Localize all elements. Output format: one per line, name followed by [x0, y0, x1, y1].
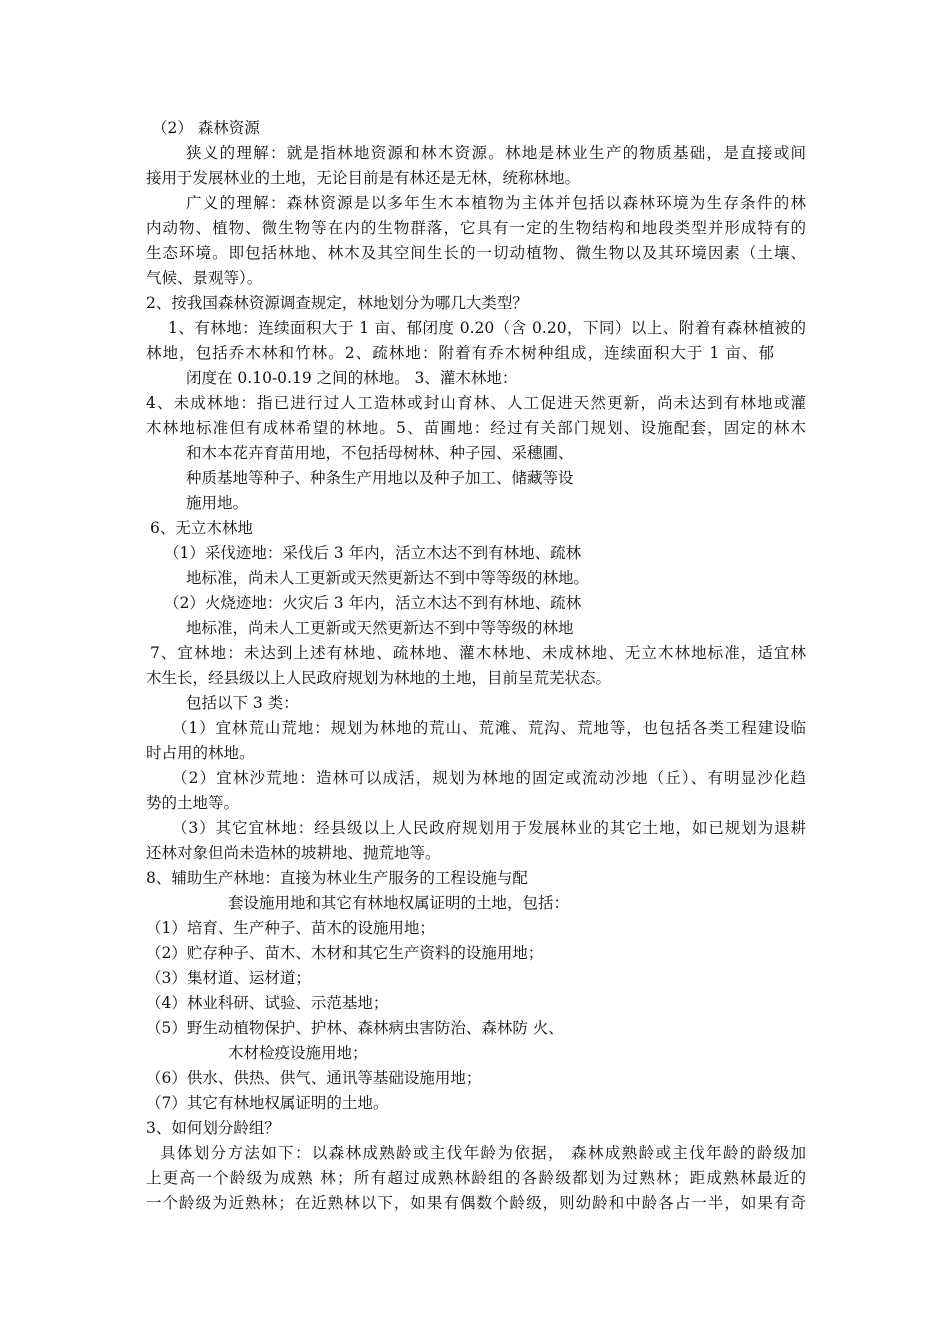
paragraph-line: 气候、景观等）。: [146, 269, 263, 287]
paragraph-line: 上更高一个龄级为成熟 林；所有超过成熟林龄组的各龄级都划为过熟林；距成熟林最近的: [146, 1169, 806, 1187]
paragraph-line: 内动物、植物、微生物等在内的生物群落，它具有一定的生物结构和地段类型并形成特有的: [146, 219, 806, 237]
list-item: 时占用的林地。: [146, 744, 255, 762]
paragraph-line: 8、辅助生产林地：直接为林业生产服务的工程设施与配: [146, 869, 528, 887]
list-item: （7）其它有林地权属证明的土地。: [146, 1094, 389, 1112]
list-item: （1）采伐迹地：采伐后 3 年内，活立木达不到有林地、疏林: [164, 544, 582, 562]
list-item: （4）林业科研、试验、示范基地；: [146, 994, 389, 1012]
list-item: （3）其它宜林地：经县级以上人民政府规划用于发展林业的其它土地，如已规划为退耕: [172, 819, 806, 837]
paragraph-line: 木生长，经县级以上人民政府规划为林地的土地，目前呈荒芜状态。: [146, 669, 612, 687]
list-item: （1）宜林荒山荒地：规划为林地的荒山、荒滩、荒沟、荒地等，也包括各类工程建设临: [172, 719, 806, 737]
question-heading: 3、如何划分龄组？: [146, 1119, 280, 1137]
list-item: （2）贮存种子、苗木、木材和其它生产资料的设施用地；: [146, 944, 544, 962]
paragraph-line: 一个龄级为近熟林；在近熟林以下，如果有偶数个龄级，则幼龄和中龄各占一半，如果有奇: [146, 1194, 806, 1212]
paragraph-line: 林地，包括乔木林和竹林。2、疏林地：附着有乔木树种组成，连续面积大于 1 亩、郁: [146, 344, 774, 362]
list-item: 地标准，尚未人工更新或天然更新达不到中等等级的林地。: [186, 569, 590, 587]
list-item: 地标准，尚未人工更新或天然更新达不到中等等级的林地: [186, 619, 574, 637]
list-item: 木材检疫设施用地；: [228, 1044, 368, 1062]
list-item: 还林对象但尚未造林的坡耕地、抛荒地等。: [146, 844, 441, 862]
paragraph-line: 广义的理解：森林资源是以多年生木本植物为主体并包括以森林环境为生存条件的林: [186, 194, 806, 212]
list-item: （6）供水、供热、供气、通讯等基础设施用地；: [146, 1069, 482, 1087]
paragraph-line: 施用地。: [186, 494, 249, 512]
paragraph-line: 接用于发展林业的土地，无论目前是有林还是无林，统称林地。: [146, 169, 581, 187]
paragraph-line: 7、宜林地：未达到上述有林地、疏林地、灌木林地、未成林地、无立木林地标准，适宜林: [150, 644, 806, 662]
list-item: （3）集材道、运材道；: [146, 969, 311, 987]
question-heading: 2、按我国森林资源调查规定，林地划分为哪几大类型？: [146, 294, 528, 312]
list-item: （2）宜林沙荒地：造林可以成活，规划为林地的固定或流动沙地（丘）、有明显沙化趋: [172, 769, 806, 787]
list-item: （1）培育、生产种子、苗木的设施用地；: [146, 919, 435, 937]
paragraph-line: 种质基地等种子、种条生产用地以及种子加工、储藏等设: [186, 469, 574, 487]
list-heading: 6、无立木林地: [150, 519, 253, 537]
list-item: 势的土地等。: [146, 794, 240, 812]
paragraph-line: 4、未成林地：指已进行过人工造林或封山育林、人工促进天然更新，尚未达到有林地或灌: [146, 394, 806, 412]
paragraph-line: 生态环境。即包括林地、林木及其空间生长的一切动植物、微生物以及其环境因素（土壤、: [146, 244, 806, 262]
paragraph-line: 1、有林地：连续面积大于 1 亩、郁闭度 0.20（含 0.20，下同）以上、附着有森林植被的: [168, 319, 806, 337]
list-item: （5）野生动植物保护、护林、森林病虫害防治、森林防 火、: [146, 1019, 564, 1037]
section-heading: （2） 森林资源: [152, 119, 260, 137]
paragraph-line: 包括以下 3 类：: [186, 694, 299, 712]
paragraph-line: 套设施用地和其它有林地权属证明的土地，包括：: [228, 894, 570, 912]
paragraph-line: 具体划分方法如下：以森林成熟龄或主伐年龄为依据， 森林成熟龄或主伐年龄的龄级加: [160, 1144, 806, 1162]
paragraph-line: 狭义的理解：就是指林地资源和林木资源。林地是林业生产的物质基础，是直接或间: [186, 144, 806, 162]
list-item: （2）火烧迹地：火灾后 3 年内，活立木达不到有林地、疏林: [164, 594, 582, 612]
paragraph-line: 和木本花卉育苗用地，不包括母树林、种子园、采穗圃、: [186, 444, 574, 462]
paragraph-line: 闭度在 0.10-0.19 之间的林地。 3、灌木林地：: [186, 369, 518, 387]
paragraph-line: 木林地标准但有成林希望的林地。5、苗圃地：经过有关部门规划、设施配套，固定的林木: [146, 419, 806, 437]
